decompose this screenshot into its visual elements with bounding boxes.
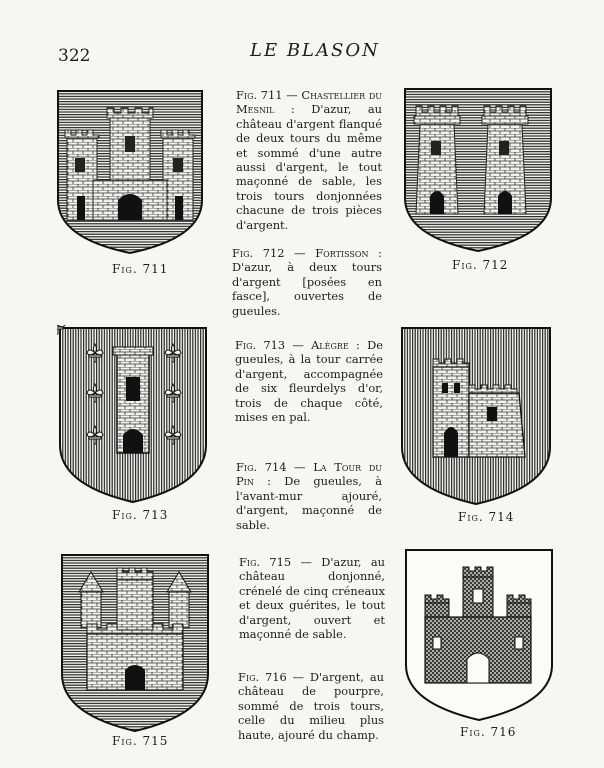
description-712 <box>232 246 382 318</box>
shield-713-illustration <box>57 325 209 505</box>
shield-711-illustration <box>55 88 205 256</box>
description-716 <box>238 670 384 742</box>
shield-716-illustration <box>403 547 555 723</box>
description-714-heading: Fig. 714 — La Tour du Pin : <box>236 460 382 489</box>
description-711-text: D'azur, au château d'argent flanqué de deux tours du même et sommé d'une autre aussi d'argent, le tout maçonné de sable, les trois tours donjonnées chacune de trois pièces d'argent. <box>236 102 382 232</box>
description-714 <box>236 460 382 532</box>
page-number: 322 <box>58 46 91 66</box>
description-714-text: De gueules, à l'avant-mur ajouré, d'argent, maçonné de sable. <box>236 474 382 532</box>
description-711 <box>236 88 382 232</box>
description-711-heading: Fig. 711 — Chastellier du Mesnil : <box>236 88 382 117</box>
description-713-text: De gueules, à la tour carrée d'argent, accompagnée de six fleurdelys d'or, trois de chaque côté, mises en pal. <box>235 338 383 425</box>
shield-712-illustration <box>402 86 554 254</box>
description-712-text: D'azur, à deux tours d'argent [posées en fasce], ouvertes de gueules. <box>232 260 382 318</box>
description-713-heading: Fig. 713 — Alègre : <box>235 338 360 352</box>
caption-714: Fig. 714 <box>458 510 515 524</box>
description-716-heading: Fig. 716 — <box>238 670 304 684</box>
description-715 <box>239 555 385 641</box>
caption-716: Fig. 716 <box>460 725 517 739</box>
caption-715: Fig. 715 <box>112 734 169 748</box>
shield-714-illustration <box>399 325 553 507</box>
description-712-heading: Fig. 712 — Fortisson : <box>232 246 382 260</box>
caption-711: Fig. 711 <box>112 262 169 276</box>
running-head: LE BLASON <box>250 40 380 61</box>
description-716-text: D'argent, au château de pourpre, sommé de trois tours, celle du milieu plus haute, ajouré du champ. <box>238 670 384 742</box>
description-715-heading: Fig. 715 — <box>239 555 312 569</box>
description-713 <box>235 338 383 424</box>
caption-712: Fig. 712 <box>452 258 509 272</box>
shield-715-illustration <box>59 552 211 734</box>
description-715-text: D'azur, au château donjonné, crénelé de cinq créneaux et deux guérites, le tout d'argent, ouvert et maçonné de sable. <box>239 555 385 642</box>
caption-713: Fig. 713 <box>112 508 169 522</box>
